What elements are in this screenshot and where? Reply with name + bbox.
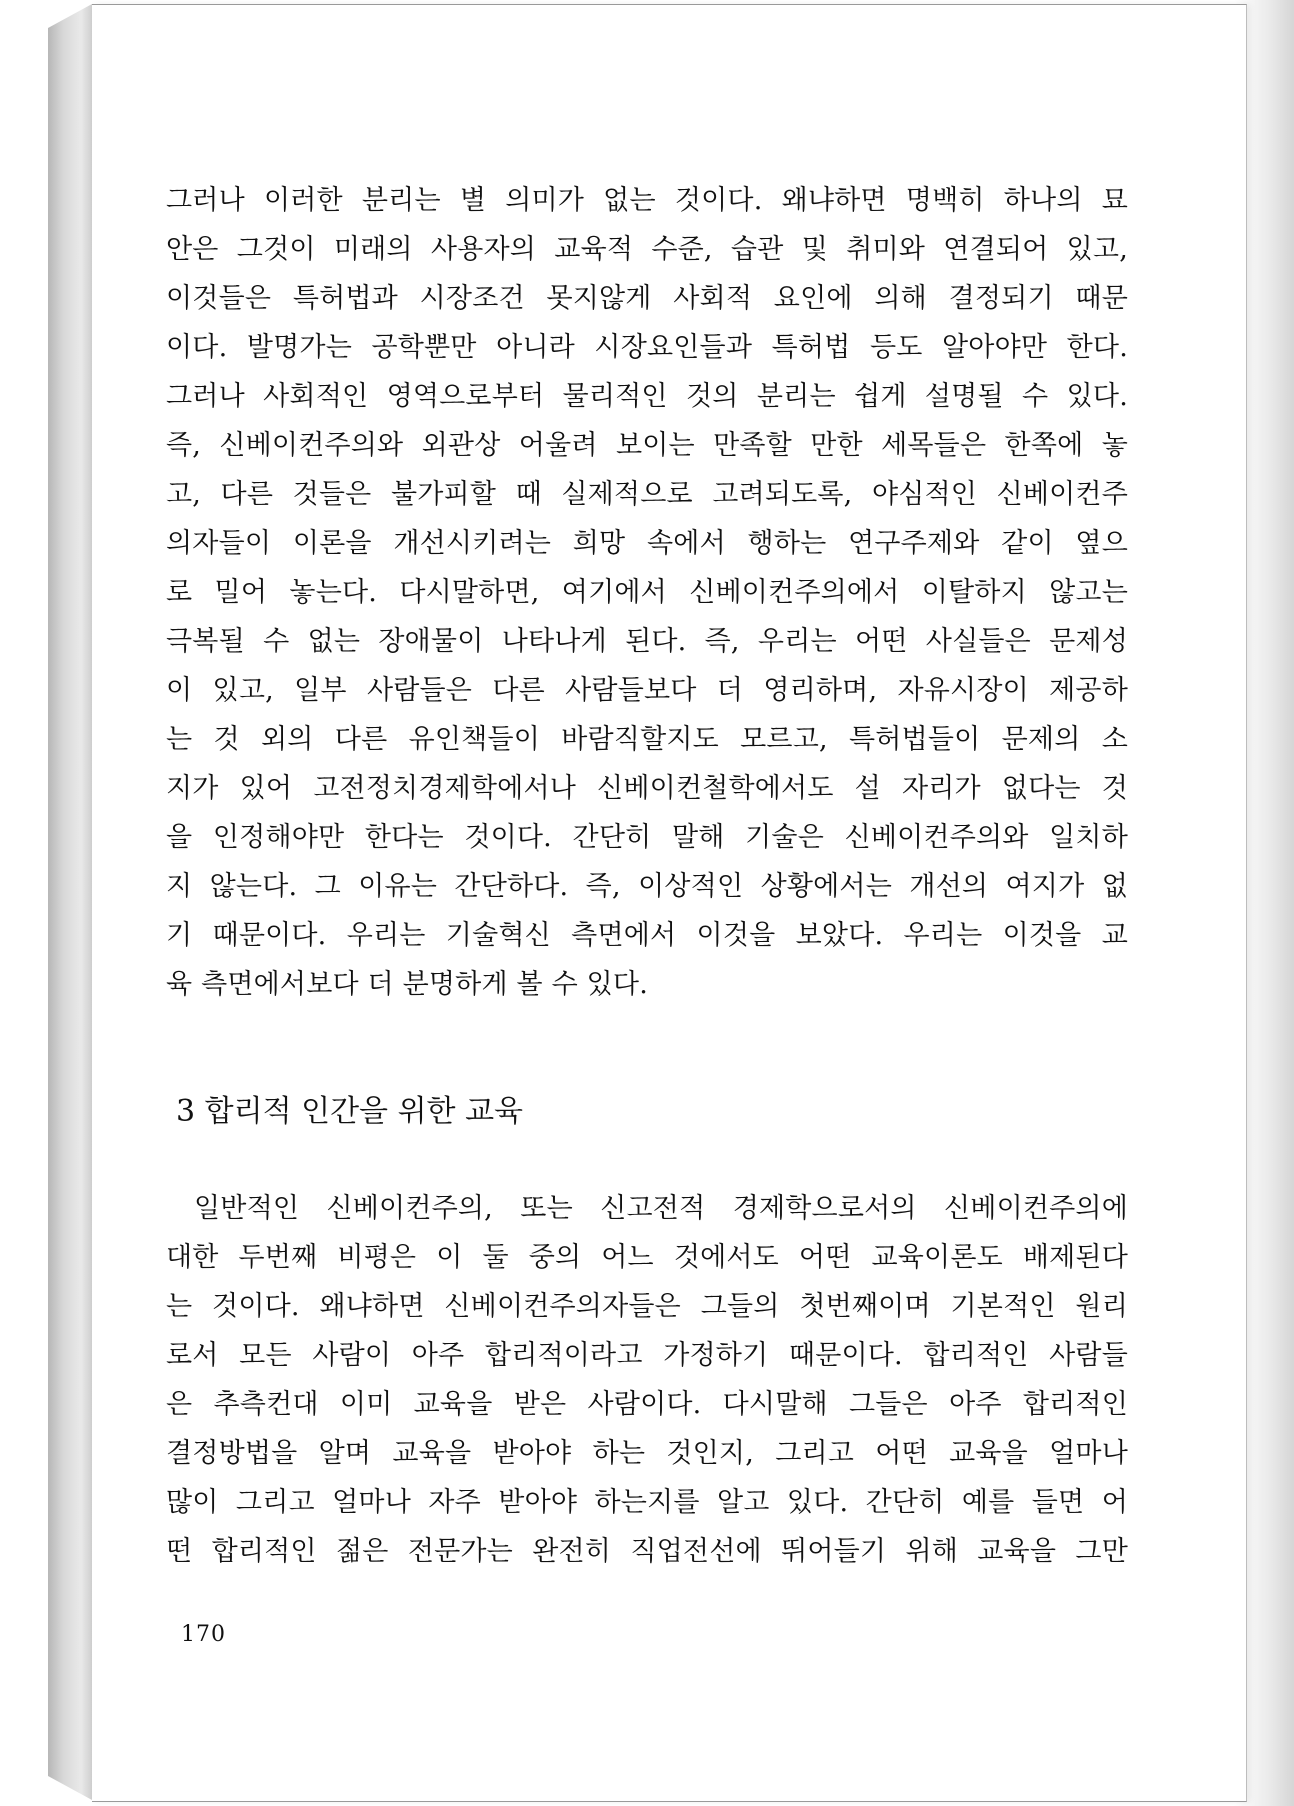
text-line: 기 때문이다. 우리는 기술혁신 측면에서 이것을 보았다. 우리는 이것을 교 (166, 920, 1128, 951)
text-line: 로서 모든 사람이 아주 합리적이라고 가정하기 때문이다. 합리적인 사람들 (166, 1340, 1128, 1371)
text-line: 떤 합리적인 젊은 전문가는 완전히 직업전선에 뛰어들기 위해 교육을 그만 (166, 1536, 1128, 1567)
section-heading: 3 합리적 인간을 위한 교육 (176, 1094, 524, 1129)
text-line: 은 추측컨대 이미 교육을 받은 사람이다. 다시말해 그들은 아주 합리적인 (166, 1389, 1128, 1420)
text-line: 지 않는다. 그 이유는 간단하다. 즉, 이상적인 상황에서는 개선의 여지가 없 (166, 871, 1128, 902)
text-line: 지가 있어 고전정치경제학에서나 신베이컨철학에서도 설 자리가 없다는 것 (166, 773, 1128, 804)
text-line: 극복될 수 없는 장애물이 나타나게 된다. 즉, 우리는 어떤 사실들은 문제성 (166, 626, 1128, 657)
paragraph-2 (166, 1184, 1128, 1576)
text-line: 결정방법을 알며 교육을 받아야 하는 것인지, 그리고 어떤 교육을 얼마나 (166, 1438, 1128, 1469)
paragraph-1 (166, 176, 1128, 1009)
text-line: 의자들이 이론을 개선시키려는 희망 속에서 행하는 연구주제와 같이 옆으 (166, 528, 1128, 559)
text-line: 로 밀어 놓는다. 다시말하면, 여기에서 신베이컨주의에서 이탈하지 않고는 (166, 577, 1128, 608)
text-line: 이것들은 특허법과 시장조건 못지않게 사회적 요인에 의해 결정되기 때문 (166, 283, 1128, 314)
text-line: 는 것이다. 왜냐하면 신베이컨주의자들은 그들의 첫번째이며 기본적인 원리 (166, 1291, 1128, 1322)
text-line: 많이 그리고 얼마나 자주 받아야 하는지를 알고 있다. 간단히 예를 들면 어 (166, 1487, 1128, 1518)
text-line: 그러나 이러한 분리는 별 의미가 없는 것이다. 왜냐하면 명백히 하나의 묘 (166, 185, 1128, 216)
text-line: 이 있고, 일부 사람들은 다른 사람들보다 더 영리하며, 자유시장이 제공하 (166, 675, 1128, 706)
text-line: 그러나 사회적인 영역으로부터 물리적인 것의 분리는 쉽게 설명될 수 있다. (166, 381, 1128, 412)
text-line: 안은 그것이 미래의 사용자의 교육적 수준, 습관 및 취미와 연결되어 있고, (166, 234, 1128, 265)
text-line: 즉, 신베이컨주의와 외관상 어울려 보이는 만족할 만한 세목들은 한쪽에 놓 (166, 430, 1128, 461)
text-line: 고, 다른 것들은 불가피할 때 실제적으로 고려되도록, 야심적인 신베이컨주 (166, 479, 1128, 510)
page-number: 170 (181, 1622, 226, 1647)
text-line: 일반적인 신베이컨주의, 또는 신고전적 경제학으로서의 신베이컨주의에 (194, 1193, 1128, 1224)
text-line: 육 측면에서보다 더 분명하게 볼 수 있다. (166, 969, 648, 1000)
text-line: 이다. 발명가는 공학뿐만 아니라 시장요인들과 특허법 등도 알아야만 한다. (166, 332, 1128, 363)
text-line: 대한 두번째 비평은 이 둘 중의 어느 것에서도 어떤 교육이론도 배제된다 (166, 1242, 1128, 1273)
text-line: 는 것 외의 다른 유인책들이 바람직할지도 모르고, 특허법들이 문제의 소 (166, 724, 1128, 755)
book-spine (48, 4, 92, 1800)
text-line: 을 인정해야만 한다는 것이다. 간단히 말해 기술은 신베이컨주의와 일치하 (166, 822, 1128, 853)
